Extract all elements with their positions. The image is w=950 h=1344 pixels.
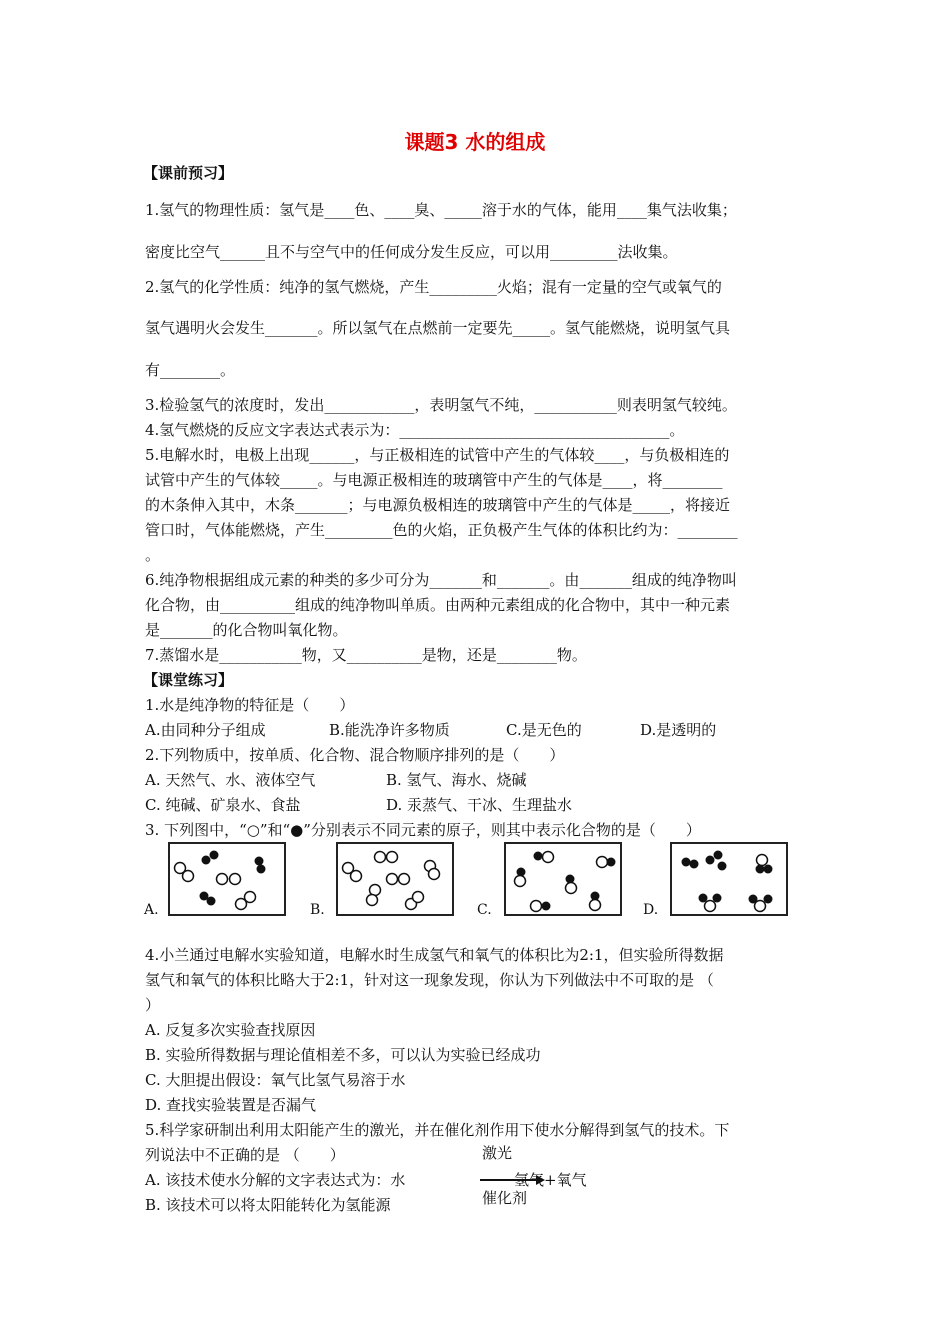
practice-q2-option-a: A. 天然气、水、液体空气	[145, 771, 316, 789]
practice-q5-option-a: A. 该技术使水分解的文字表达式为：水	[145, 1171, 406, 1189]
diagram-b	[336, 842, 454, 916]
diagram-c	[504, 842, 622, 916]
diagram-a	[168, 842, 286, 916]
diagram-b-label: B.	[310, 902, 325, 918]
reaction-condition-catalyst: 催化剂	[482, 1189, 528, 1207]
practice-q4-option-d: D. 查找实验装置是否漏气	[145, 1096, 317, 1114]
practice-q5-option-b: B. 该技术可以将太阳能转化为氢能源	[145, 1196, 391, 1214]
practice-q4-line1: 4.小兰通过电解水实验知道，电解水时生成氢气和氧气的体积比为2:1，但实验所得数据	[145, 946, 724, 964]
diagram-d-atoms	[672, 844, 786, 914]
diagram-a-label: A.	[144, 902, 159, 918]
practice-q2-option-d: D. 汞蒸气、干冰、生理盐水	[386, 796, 573, 814]
preview-q5-line2: 试管中产生的气体较_____。与电源正极相连的玻璃管中产生的气体是____，将________	[145, 471, 723, 489]
practice-q1-option-c: C.是无色的	[506, 721, 582, 739]
diagram-b-atoms	[338, 844, 452, 914]
page-title: 课题3 水的组成	[404, 130, 546, 154]
diagram-c-label: C.	[477, 902, 492, 918]
diagram-a-atoms	[170, 844, 284, 914]
practice-q3: 3. 下列图中，“○”和“●”分别表示不同元素的原子，则其中表示化合物的是（ ）	[145, 821, 701, 839]
preview-q5-line1: 5.电解水时，电极上出现______，与正极相连的试管中产生的气体较____，与负极相连的	[145, 446, 730, 464]
reaction-products: 氢气+氧气	[514, 1171, 587, 1189]
preview-q1-line2: 密度比空气______且不与空气中的任何成分发生反应，可以用_________法收集。	[145, 243, 678, 261]
section-preview-heading: 【课前预习】	[143, 164, 234, 182]
diagram-c-atoms	[506, 844, 620, 914]
practice-q5-line1: 5.科学家研制出利用太阳能产生的激光，并在催化剂作用下使水分解得到氢气的技术。下	[145, 1121, 730, 1139]
preview-q2-line2: 氢气遇明火会发生_______。所以氢气在点燃前一定要先_____。氢气能燃烧，说明氢气具	[145, 319, 731, 337]
practice-q4-option-c: C. 大胆提出假设：氧气比氢气易溶于水	[145, 1071, 406, 1089]
preview-q7: 7.蒸馏水是___________物，又__________是物，还是________物。	[145, 646, 587, 664]
preview-q5-line3: 的木条伸入其中，木条_______；与电源负极相连的玻璃管中产生的气体是_____，将接近	[145, 496, 731, 514]
preview-q6-line1: 6.纯净物根据组成元素的种类的多少可分为_______和_______。由_______组成的纯净物叫	[145, 571, 737, 589]
practice-q5-line2: 列说法中不正确的是 （ ）	[145, 1146, 345, 1164]
practice-q2-option-c: C. 纯碱、矿泉水、食盐	[145, 796, 301, 814]
section-practice-heading: 【课堂练习】	[143, 671, 234, 689]
practice-q4-line2: 氢气和氧气的体积比略大于2:1，针对这一现象发现，你认为下列做法中不可取的是 （	[145, 971, 714, 989]
practice-q2: 2.下列物质中，按单质、化合物、混合物顺序排列的是（ ）	[145, 746, 565, 764]
preview-q5-line5: 。	[145, 546, 161, 564]
practice-q4-option-a: A. 反复多次实验查找原因	[145, 1021, 316, 1039]
preview-q3: 3.检验氢气的浓度时，发出____________，表明氢气不纯，___________则表明氢气较纯。	[145, 396, 737, 414]
practice-q1-option-a: A.由同种分子组成	[145, 721, 266, 739]
preview-q6-line3: 是_______的化合物叫氧化物。	[145, 621, 348, 639]
practice-q2-option-b: B. 氢气、海水、烧碱	[386, 771, 527, 789]
preview-q1-line1: 1.氢气的物理性质：氢气是____色、____臭、_____溶于水的气体，能用____集气法收集；	[145, 201, 737, 219]
practice-q1: 1.水是纯净物的特征是（ ）	[145, 696, 355, 714]
preview-q5-line4: 管口时，气体能燃烧，产生_________色的火焰，正负极产生气体的体积比约为：________	[145, 521, 738, 539]
reaction-condition-laser: 激光	[482, 1144, 513, 1162]
diagram-d-label: D.	[643, 902, 659, 918]
preview-q4: 4.氢气燃烧的反应文字表达式表示为：____________________________________。	[145, 421, 685, 439]
practice-q4-line3: ）	[145, 996, 161, 1014]
practice-q1-option-d: D.是透明的	[640, 721, 717, 739]
preview-q2-line1: 2.氢气的化学性质：纯净的氢气燃烧，产生_________火焰；混有一定量的空气或氧气的	[145, 278, 722, 296]
practice-q4-option-b: B. 实验所得数据与理论值相差不多，可以认为实验已经成功	[145, 1046, 541, 1064]
practice-q1-option-b: B.能洗净许多物质	[329, 721, 450, 739]
diagram-d	[670, 842, 788, 916]
preview-q6-line2: 化合物，由__________组成的纯净物叫单质。由两种元素组成的化合物中，其中一种元素	[145, 596, 731, 614]
preview-q2-line3: 有________。	[145, 361, 236, 379]
